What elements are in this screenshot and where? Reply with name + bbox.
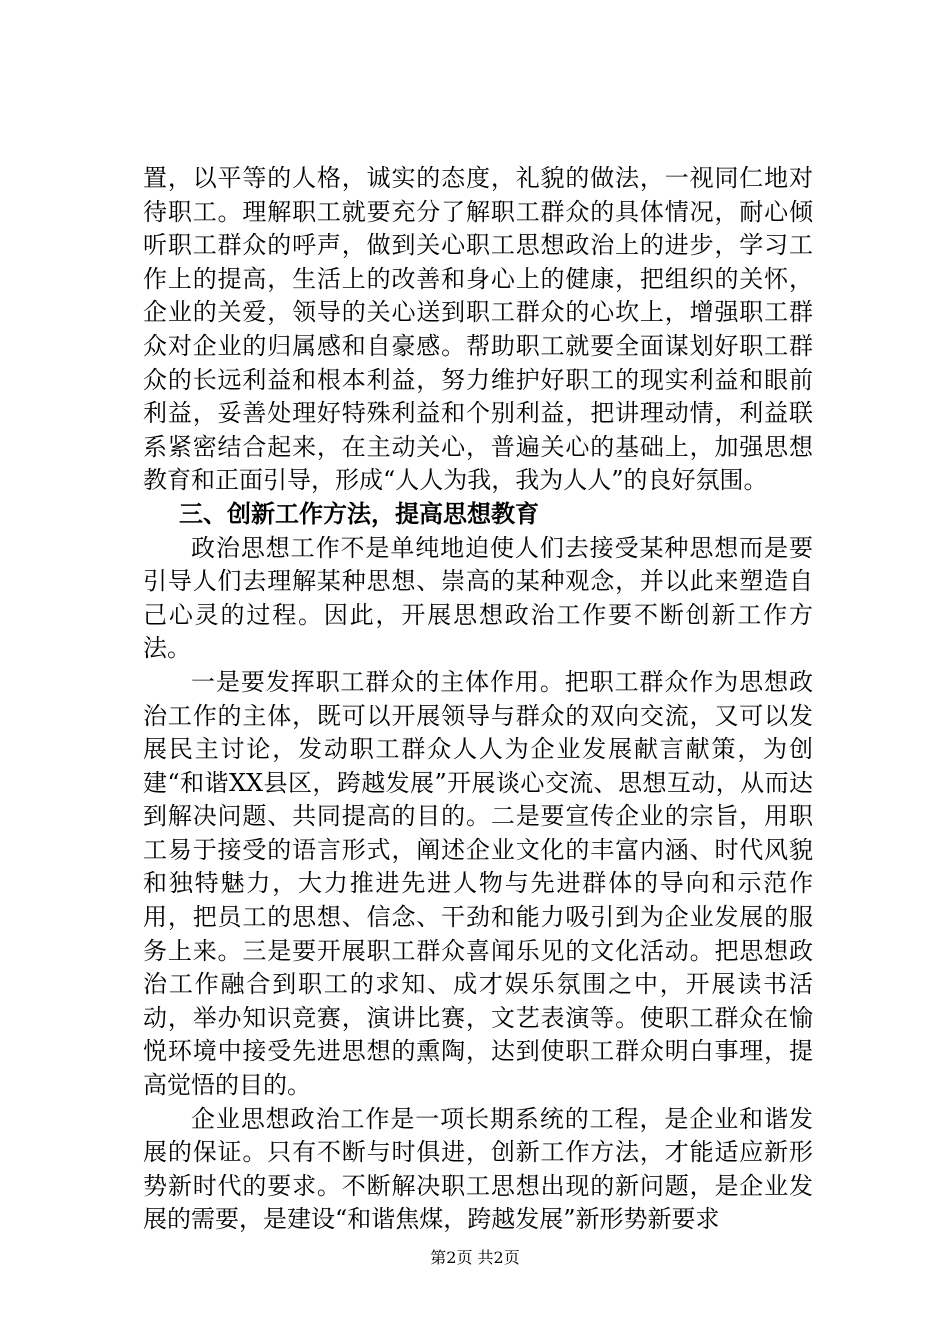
paragraph: 一是要发挥职工群众的主体作用。把职工群众作为思想政治工作的主体，既可以开展领导与群众的双向交流，又可以发展民主讨论，发动职工群众人人为企业发展献言献策，为创建“和谐XX县区，跨越发展”开展谈心交流、思想互动，从而达到解决问题、共同提高的目的。二是要宣传企业的宗旨，用职工易于接受的语言形式，阐述企业文化的丰富内涵、时代风貌和独特魅力，大力推进先进人物与先进群体的导向和示范作用，把员工的思想、信念、干劲和能力吸引到为企业发展的服务上来。三是要开展职工群众喜闻乐见的文化活动。把思想政治工作融合到职工的求知、成才娱乐氛围之中，开展读书活动，举办知识竞赛，演讲比赛，文艺表演等。使职工群众在愉悦环境中接受先进思想的熏陶，达到使职工群众明白事理，提高觉悟的目的。 (143, 667, 813, 1100)
document-body (143, 162, 813, 1237)
page-number-footer: 第2页 共2页 (430, 1248, 520, 1267)
paragraph: 政治思想工作不是单纯地迫使人们去接受某种思想而是要引导人们去理解某种思想、崇高的某种观念，并以此来塑造自己心灵的过程。因此，开展思想政治工作要不断创新工作方法。 (143, 533, 813, 663)
paragraph: 企业思想政治工作是一项长期系统的工程，是企业和谐发展的保证。只有不断与时俱进，创新工作方法，才能适应新形势新时代的要求。不断解决职工思想出现的新问题，是企业发展的需要，是建设“和谐焦煤，跨越发展”新形势新要求 (143, 1104, 813, 1234)
section-heading: 三、创新工作方法，提高思想教育 (179, 499, 539, 528)
paragraph-continuation: 置，以平等的人格，诚实的态度，礼貌的做法，一视同仁地对待职工。理解职工就要充分了解职工群众的具体情况，耐心倾听职工群众的呼声，做到关心职工思想政治上的进步，学习工作上的提高，生活上的改善和身心上的健康，把组织的关怀，企业的关爱，领导的关心送到职工群众的心坎上，增强职工群众对企业的归属感和自豪感。帮助职工就要全面谋划好职工群众的长远利益和根本利益，努力维护好职工的现实利益和眼前利益，妥善处理好特殊利益和个别利益，把讲理动情，利益联系紧密结合起来，在主动关心，普遍关心的基础上，加强思想教育和正面引导，形成“人人为我，我为人人”的良好氛围。 (143, 164, 813, 495)
